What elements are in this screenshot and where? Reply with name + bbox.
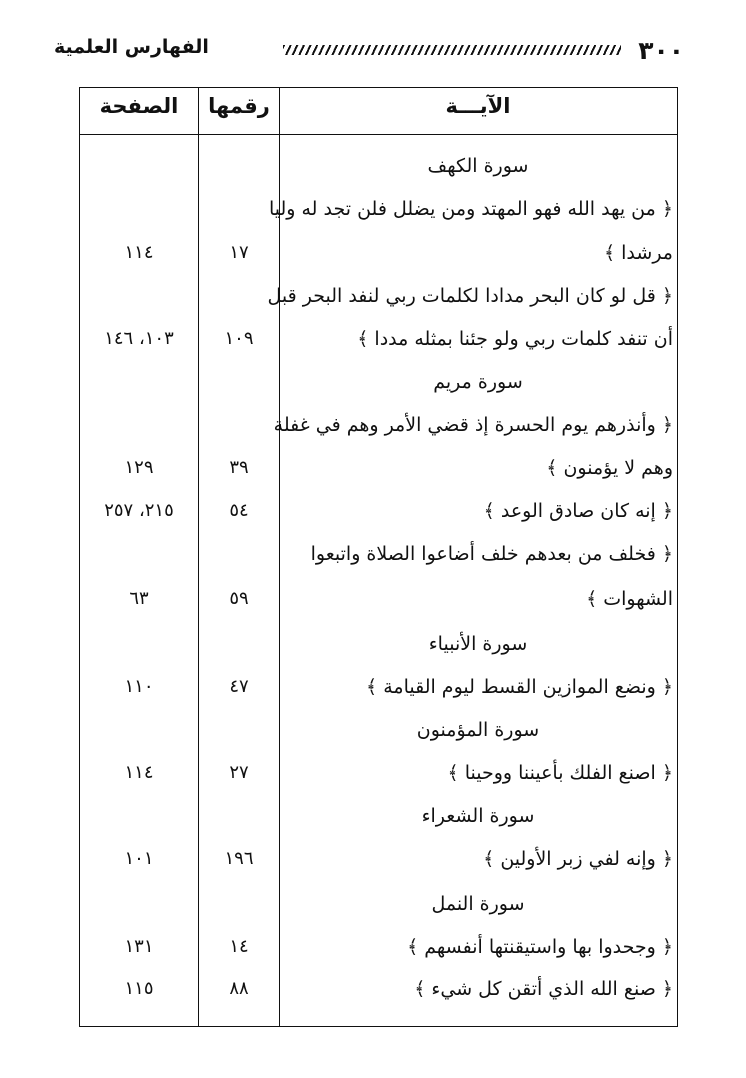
ayah-number: ٣٩	[229, 457, 249, 478]
surah-heading: سورة الشعراء	[421, 805, 535, 827]
page-reference: ١١٠	[124, 676, 154, 697]
verse-line: الشهوات ﴾	[586, 588, 673, 610]
verse-line: ﴿ ونضع الموازين القسط ليوم القيامة ﴾	[366, 676, 673, 698]
page-reference: ١٣١	[124, 936, 154, 957]
verse-line: ﴿ صنع الله الذي أتقن كل شيء ﴾	[414, 978, 673, 1000]
page-number: ٣٠٠	[638, 36, 684, 65]
verse-line: ﴿ وإنه لفي زبر الأولين ﴾	[483, 848, 673, 870]
verse-line: مرشدا ﴾	[603, 242, 673, 264]
page-reference: ١٢٩	[124, 457, 154, 478]
verse-line: ﴿ من يهد الله فهو المهتد ومن يضلل فلن تجد له وليا	[268, 198, 673, 220]
verse-line: ﴿ وأنذرهم يوم الحسرة إذ قضي الأمر وهم في غفلة	[273, 414, 673, 436]
ayah-number: ١٧	[229, 242, 249, 263]
ayah-number: ٤٧	[229, 676, 249, 697]
verse-line: ﴿ إنه كان صادق الوعد ﴾	[483, 500, 673, 522]
ayah-number: ٥٩	[229, 588, 249, 609]
header-rule	[283, 45, 621, 55]
page-reference: ٦٣	[129, 588, 149, 609]
verse-line: ﴿ فخلف من بعدهم خلف أضاعوا الصلاة واتبعوا	[310, 543, 673, 565]
ayah-number: ٢٧	[229, 762, 249, 783]
verse-line: ﴿ وجحدوا بها واستيقنتها أنفسهم ﴾	[407, 936, 673, 958]
page-reference: ١١٥	[124, 978, 154, 999]
page-reference: ١١٤	[124, 762, 154, 783]
verse-line: أن تنفد كلمات ربي ولو جئنا بمثله مددا ﴾	[357, 328, 673, 350]
ayah-number: ٨٨	[229, 978, 249, 999]
surah-heading: سورة الأنبياء	[428, 633, 528, 655]
column-divider	[198, 88, 199, 1026]
page-reference: ٢١٥، ٢٥٧	[104, 500, 174, 521]
verse-line: ﴿ قل لو كان البحر مدادا لكلمات ربي لنفد البحر قبل	[267, 285, 673, 307]
page-reference: ١٠١	[124, 848, 154, 869]
verse-line: وهم لا يؤمنون ﴾	[546, 457, 673, 479]
index-table	[79, 87, 678, 1027]
header-page: الصفحة	[99, 94, 179, 118]
header-number: رقمها	[208, 94, 270, 118]
surah-heading: سورة النمل	[431, 893, 525, 915]
surah-heading: سورة المؤمنون	[416, 719, 540, 741]
ayah-number: ١٤	[229, 936, 249, 957]
page-reference: ١١٤	[124, 242, 154, 263]
header-ayah: الآيـــة	[445, 94, 511, 118]
section-title: الفهارس العلمية	[54, 36, 209, 58]
page-reference: ١٠٣، ١٤٦	[104, 328, 174, 349]
ayah-number: ١٠٩	[224, 328, 254, 349]
ayah-number: ١٩٦	[224, 848, 254, 869]
surah-heading: سورة مريم	[433, 371, 523, 393]
ayah-number: ٥٤	[229, 500, 249, 521]
surah-heading: سورة الكهف	[427, 155, 529, 177]
verse-line: ﴿ اصنع الفلك بأعيننا ووحينا ﴾	[447, 762, 673, 784]
